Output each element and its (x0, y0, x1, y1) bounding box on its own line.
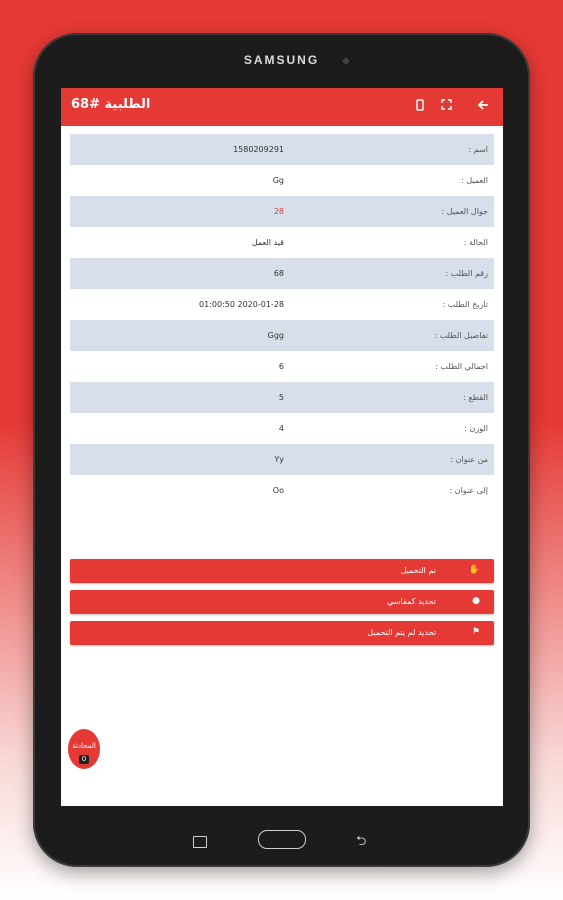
app-screen (61, 88, 503, 806)
chat-fab[interactable] (68, 729, 100, 769)
detail-value: 5 (278, 393, 284, 402)
detail-value: Yy (274, 455, 284, 464)
home-button[interactable] (258, 830, 306, 849)
detail-label: تاريخ الطلب : (442, 300, 488, 309)
back-arrow-icon[interactable] (477, 99, 489, 114)
chat-fab-label: المحادثة (72, 742, 96, 750)
circle-icon: ● (472, 596, 480, 606)
detail-row (70, 227, 494, 258)
detail-row (70, 134, 494, 165)
loaded-button[interactable] (70, 559, 494, 583)
detail-row (70, 351, 494, 382)
detail-value: 68 (273, 269, 284, 278)
detail-row (70, 289, 494, 320)
detail-value: 01:00:50 2020-01-28 (199, 300, 284, 309)
detail-value: Oo (272, 486, 284, 495)
detail-label: اسم : (468, 145, 488, 154)
detail-value: قيد العمل (251, 238, 284, 247)
order-details (70, 134, 494, 506)
detail-value: 28 (273, 207, 284, 216)
mark-measure-button[interactable] (70, 590, 494, 614)
tablet-frame (33, 33, 530, 867)
mark-measure-button-label: تحديد كمقاسي (387, 597, 436, 606)
detail-label: العميل : (461, 176, 488, 185)
page-title: الطلبية #68 (71, 97, 151, 112)
detail-row (70, 165, 494, 196)
detail-row (70, 320, 494, 351)
detail-label: اجمالي الطلب : (435, 362, 488, 371)
back-icon[interactable]: ⮌ (356, 834, 367, 849)
recent-apps-icon[interactable] (193, 836, 207, 848)
detail-row (70, 475, 494, 506)
device-brand: SAMSUNG (243, 53, 320, 67)
app-bar (61, 88, 503, 126)
detail-label: من عنوان : (450, 455, 488, 464)
detail-label: رقم الطلب : (445, 269, 488, 278)
detail-row (70, 413, 494, 444)
not-loaded-button-label: تحديد لم يتم التحميل (367, 628, 436, 637)
detail-value: 6 (278, 362, 284, 371)
detail-label: جوال العميل : (441, 207, 488, 216)
detail-value: Gg (272, 176, 284, 185)
flag-icon: ⚑ (471, 627, 480, 637)
detail-row (70, 258, 494, 289)
not-loaded-button[interactable] (70, 621, 494, 645)
detail-label: الحالة : (463, 238, 488, 247)
detail-label: الوزن : (464, 424, 488, 433)
detail-value: 1580209291 (233, 145, 284, 154)
loaded-button-label: تم التحميل (400, 566, 436, 575)
chat-count-badge: 0 (79, 755, 89, 764)
detail-row (70, 382, 494, 413)
detail-value: Ggg (267, 331, 284, 340)
fullscreen-icon[interactable] (441, 99, 452, 113)
detail-row (70, 196, 494, 227)
detail-row (70, 444, 494, 475)
camera-icon (343, 58, 349, 64)
detail-value: 4 (278, 424, 284, 433)
hand-icon: ✋ (468, 565, 480, 575)
detail-label: القطع : (463, 393, 488, 402)
phone-icon[interactable] (416, 99, 424, 114)
detail-label: تفاصيل الطلب : (434, 331, 488, 340)
detail-label: إلى عنوان : (449, 486, 488, 495)
